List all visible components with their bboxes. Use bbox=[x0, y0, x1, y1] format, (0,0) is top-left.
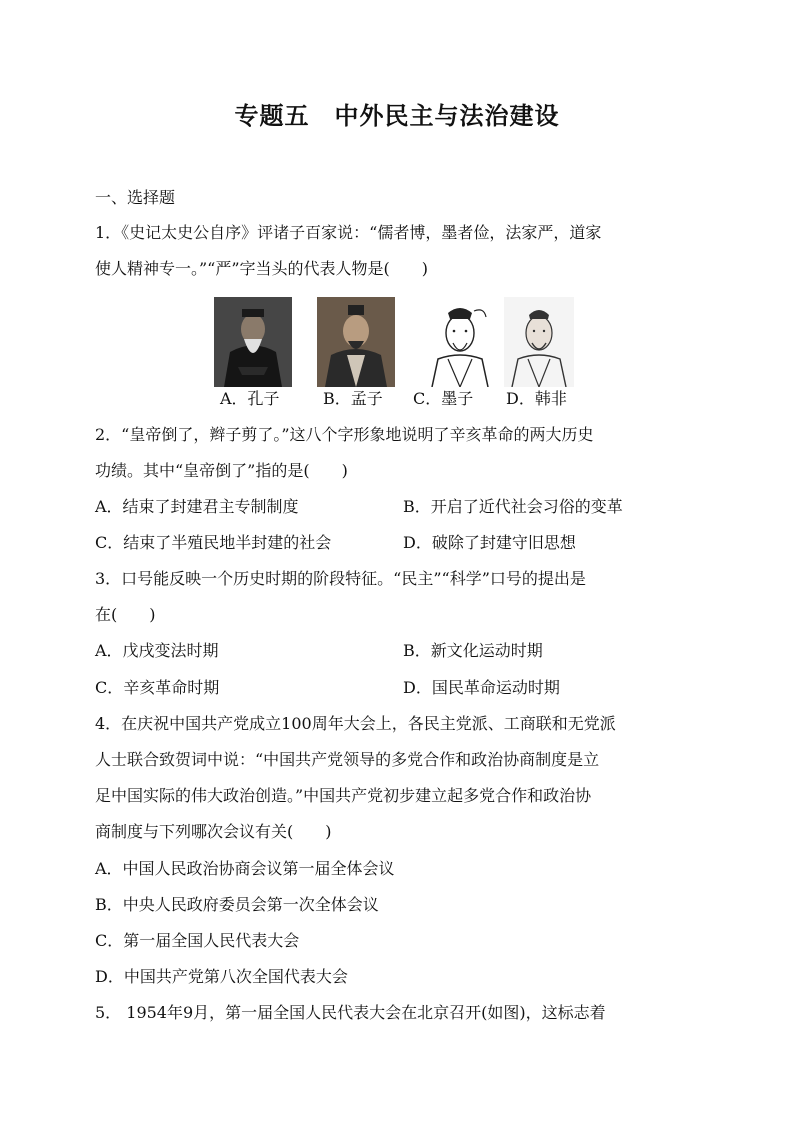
portrait-confucius bbox=[214, 297, 292, 387]
question-1-line-1: 1．《史记太史公自序》评诸子百家说：“儒者博，墨者俭，法家严，道家 bbox=[95, 223, 602, 242]
question-1-line-2: 使人精神专一。”“严”字当头的代表人物是( ) bbox=[95, 259, 429, 278]
question-2-option-a: A．结束了封建君主专制制度 bbox=[95, 497, 299, 516]
question-4-option-c: C．第一届全国人民代表大会 bbox=[95, 931, 300, 950]
portrait-mozi bbox=[420, 297, 500, 387]
portrait-mencius-image bbox=[317, 297, 395, 387]
question-2-option-b: B．开启了近代社会习俗的变革 bbox=[403, 497, 623, 516]
portrait-options bbox=[212, 297, 582, 415]
question-3-option-c: C．辛亥革命时期 bbox=[95, 678, 220, 697]
question-3-option-d: D．国民革命运动时期 bbox=[403, 678, 560, 697]
question-4-line-1: 4．在庆祝中国共产党成立100周年大会上，各民主党派、工商联和无党派 bbox=[95, 714, 616, 733]
question-4-option-b: B．中央人民政府委员会第一次全体会议 bbox=[95, 895, 379, 914]
question-4-line-4: 商制度与下列哪次会议有关( ) bbox=[95, 822, 332, 841]
question-2-line-2: 功绩。其中“皇帝倒了”指的是( ) bbox=[95, 461, 348, 480]
portrait-hanfei bbox=[504, 297, 574, 387]
option-b-label: B．孟子 bbox=[323, 389, 383, 408]
portrait-mozi-image bbox=[420, 297, 500, 387]
portrait-hanfei-image bbox=[504, 297, 574, 387]
question-4-line-2: 人士联合致贺词中说：“中国共产党领导的多党合作和政治协商制度是立 bbox=[95, 750, 600, 769]
section-heading: 一、选择题 bbox=[95, 188, 176, 207]
page-title: 专题五 中外民主与法治建设 bbox=[234, 102, 560, 130]
question-3-option-b: B．新文化运动时期 bbox=[403, 641, 543, 660]
question-3-option-a: A．戊戌变法时期 bbox=[95, 641, 219, 660]
question-3-line-1: 3．口号能反映一个历史时期的阶段特征。“民主”“科学”口号的提出是 bbox=[95, 569, 586, 588]
option-c-label: C．墨子 bbox=[413, 389, 474, 408]
question-3-line-2: 在( ) bbox=[95, 605, 156, 624]
question-4-line-3: 足中国实际的伟大政治创造。”中国共产党初步建立起多党合作和政治协 bbox=[95, 786, 592, 805]
question-2-line-1: 2．“皇帝倒了，辫子剪了。”这八个字形象地说明了辛亥革命的两大历史 bbox=[95, 425, 594, 444]
question-4-option-d: D．中国共产党第八次全国代表大会 bbox=[95, 967, 348, 986]
question-5-line-1: 5． 1954年9月，第一届全国人民代表大会在北京召开(如图)，这标志着 bbox=[95, 1003, 606, 1022]
question-2-option-d: D．破除了封建守旧思想 bbox=[403, 533, 576, 552]
option-a-label: A．孔子 bbox=[220, 389, 280, 408]
question-4-option-a: A．中国人民政治协商会议第一届全体会议 bbox=[95, 859, 395, 878]
portrait-confucius-image bbox=[214, 297, 292, 387]
option-d-label: D．韩非 bbox=[506, 389, 567, 408]
question-2-option-c: C．结束了半殖民地半封建的社会 bbox=[95, 533, 332, 552]
portrait-mencius bbox=[317, 297, 395, 387]
